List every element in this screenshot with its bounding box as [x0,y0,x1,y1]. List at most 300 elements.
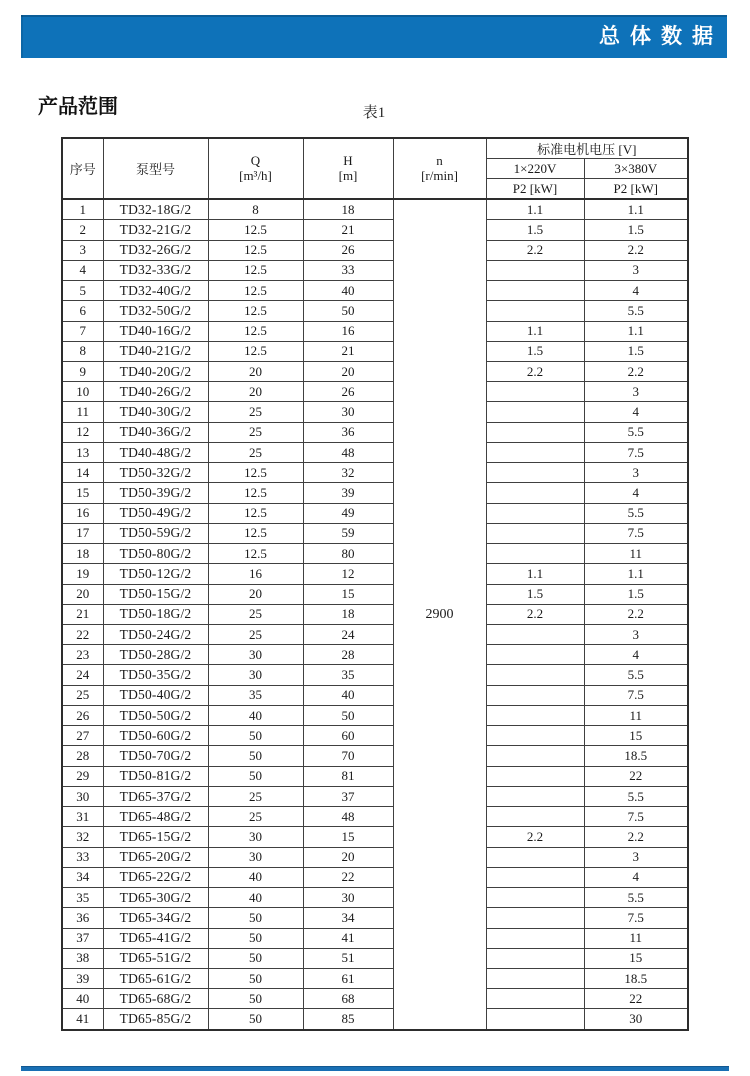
cell-flow: 25 [208,786,303,806]
cell-head: 39 [303,483,393,503]
table-row [62,827,688,847]
cell-flow: 12.5 [208,463,303,483]
cell-head: 30 [303,402,393,422]
cell-p2-380: 22 [584,766,688,786]
cell-p2-380: 5.5 [584,786,688,806]
cell-model: TD65-85G/2 [103,1009,208,1030]
cell-no: 12 [62,422,103,442]
cell-p2-220 [486,442,584,462]
cell-no: 26 [62,705,103,725]
cell-no: 38 [62,948,103,968]
cell-p2-380: 1.5 [584,341,688,361]
table-row [62,220,688,240]
cell-flow: 30 [208,827,303,847]
cell-flow: 50 [208,746,303,766]
cell-p2-220 [486,726,584,746]
cell-flow: 30 [208,645,303,665]
table-row [62,422,688,442]
section-title: 产品范围 [38,94,118,118]
cell-flow: 50 [208,726,303,746]
cell-model: TD50-32G/2 [103,463,208,483]
page-header-banner [21,15,727,58]
cell-no: 4 [62,260,103,280]
cell-model: TD50-12G/2 [103,564,208,584]
cell-p2-220 [486,948,584,968]
table-header [62,138,688,199]
cell-model: TD50-70G/2 [103,746,208,766]
cell-p2-220: 1.1 [486,564,584,584]
cell-p2-380: 7.5 [584,442,688,462]
table-row [62,766,688,786]
cell-p2-380: 4 [584,867,688,887]
table-row [62,746,688,766]
cell-head: 49 [303,503,393,523]
cell-head: 21 [303,341,393,361]
cell-no: 39 [62,969,103,989]
cell-head: 40 [303,685,393,705]
cell-p2-380: 7.5 [584,807,688,827]
cell-model: TD50-80G/2 [103,544,208,564]
cell-p2-220 [486,807,584,827]
product-range-table [61,137,689,1031]
cell-flow: 25 [208,442,303,462]
cell-p2-380: 15 [584,948,688,968]
table-row [62,908,688,928]
cell-p2-380: 3 [584,463,688,483]
cell-model: TD40-30G/2 [103,402,208,422]
cell-model: TD50-60G/2 [103,726,208,746]
cell-p2-220 [486,625,584,645]
cell-no: 9 [62,361,103,381]
cell-model: TD65-30G/2 [103,888,208,908]
cell-no: 24 [62,665,103,685]
cell-model: TD65-22G/2 [103,867,208,887]
header-flow-unit: [m³/h] [239,167,272,183]
cell-flow: 12.5 [208,483,303,503]
cell-head: 20 [303,847,393,867]
cell-flow: 50 [208,766,303,786]
cell-head: 30 [303,888,393,908]
cell-p2-380: 5.5 [584,665,688,685]
cell-model: TD65-34G/2 [103,908,208,928]
cell-model: TD32-33G/2 [103,260,208,280]
table-row [62,685,688,705]
cell-flow: 50 [208,969,303,989]
table-caption: 表1 [362,105,386,121]
table-row [62,382,688,402]
cell-flow: 40 [208,888,303,908]
cell-model: TD65-15G/2 [103,827,208,847]
cell-model: TD40-26G/2 [103,382,208,402]
cell-model: TD32-40G/2 [103,281,208,301]
cell-p2-380: 4 [584,402,688,422]
cell-p2-380: 18.5 [584,969,688,989]
cell-flow: 35 [208,685,303,705]
cell-flow: 50 [208,928,303,948]
cell-head: 33 [303,260,393,280]
cell-p2-220 [486,888,584,908]
table-row [62,281,688,301]
table-row [62,604,688,624]
cell-head: 28 [303,645,393,665]
cell-head: 20 [303,361,393,381]
cell-p2-220 [486,766,584,786]
cell-model: TD50-40G/2 [103,685,208,705]
table-row [62,726,688,746]
cell-flow: 50 [208,989,303,1009]
cell-p2-220: 2.2 [486,361,584,381]
table-row [62,301,688,321]
cell-flow: 25 [208,604,303,624]
cell-p2-220 [486,908,584,928]
cell-p2-380: 7.5 [584,685,688,705]
cell-no: 27 [62,726,103,746]
header-speed-symbol: n [436,152,443,168]
cell-p2-220 [486,463,584,483]
cell-head: 59 [303,523,393,543]
cell-model: TD32-50G/2 [103,301,208,321]
cell-p2-380: 30 [584,1009,688,1030]
cell-flow: 20 [208,382,303,402]
header-p2-380: P2 [kW] [584,179,688,200]
cell-model: TD40-21G/2 [103,341,208,361]
header-p2-220: P2 [kW] [486,179,584,200]
cell-p2-220 [486,402,584,422]
cell-no: 23 [62,645,103,665]
cell-flow: 25 [208,402,303,422]
cell-p2-220 [486,928,584,948]
cell-flow: 12.5 [208,503,303,523]
table-row [62,665,688,685]
cell-flow: 12.5 [208,523,303,543]
cell-no: 37 [62,928,103,948]
cell-head: 36 [303,422,393,442]
table-row [62,503,688,523]
cell-no: 11 [62,402,103,422]
cell-head: 70 [303,746,393,766]
cell-flow: 16 [208,564,303,584]
cell-model: TD65-51G/2 [103,948,208,968]
cell-p2-220: 2.2 [486,240,584,260]
cell-no: 41 [62,1009,103,1030]
cell-flow: 8 [208,199,303,220]
banner-title: 总体数据 [599,24,723,48]
table-row [62,442,688,462]
cell-head: 32 [303,463,393,483]
cell-no: 19 [62,564,103,584]
cell-flow: 12.5 [208,544,303,564]
table-row [62,341,688,361]
cell-no: 13 [62,442,103,462]
cell-model: TD50-59G/2 [103,523,208,543]
cell-flow: 50 [208,1009,303,1030]
table-row [62,199,688,220]
cell-no: 3 [62,240,103,260]
cell-head: 41 [303,928,393,948]
cell-no: 2 [62,220,103,240]
cell-model: TD50-24G/2 [103,625,208,645]
cell-p2-220: 2.2 [486,827,584,847]
cell-model: TD50-50G/2 [103,705,208,725]
cell-head: 22 [303,867,393,887]
cell-model: TD65-20G/2 [103,847,208,867]
cell-model: TD65-61G/2 [103,969,208,989]
cell-head: 24 [303,625,393,645]
cell-head: 37 [303,786,393,806]
cell-speed-merged: 2900 [393,199,486,1030]
table-row [62,584,688,604]
cell-p2-380: 15 [584,726,688,746]
cell-p2-380: 1.1 [584,199,688,220]
header-model: 泵型号 [103,138,208,199]
table-row [62,564,688,584]
cell-no: 5 [62,281,103,301]
cell-p2-380: 2.2 [584,240,688,260]
cell-p2-220 [486,746,584,766]
cell-p2-220 [486,645,584,665]
table-row [62,645,688,665]
header-no: 序号 [62,138,103,199]
cell-p2-220 [486,1009,584,1030]
cell-p2-220 [486,685,584,705]
cell-p2-380: 5.5 [584,301,688,321]
cell-p2-220 [486,523,584,543]
cell-model: TD40-20G/2 [103,361,208,381]
cell-flow: 50 [208,908,303,928]
cell-flow: 12.5 [208,301,303,321]
cell-p2-220 [486,665,584,685]
cell-no: 22 [62,625,103,645]
cell-no: 28 [62,746,103,766]
cell-p2-380: 3 [584,260,688,280]
cell-head: 50 [303,705,393,725]
table-row [62,888,688,908]
cell-p2-380: 5.5 [584,888,688,908]
cell-head: 26 [303,382,393,402]
cell-p2-380: 7.5 [584,523,688,543]
cell-model: TD40-48G/2 [103,442,208,462]
cell-no: 35 [62,888,103,908]
header-head [303,138,393,199]
cell-no: 33 [62,847,103,867]
header-flow-symbol: Q [250,152,261,168]
table-row [62,847,688,867]
cell-head: 15 [303,584,393,604]
table-row [62,321,688,341]
header-flow [208,138,303,199]
cell-model: TD50-49G/2 [103,503,208,523]
cell-no: 14 [62,463,103,483]
cell-no: 8 [62,341,103,361]
table-row [62,361,688,381]
cell-no: 10 [62,382,103,402]
cell-p2-380: 3 [584,382,688,402]
cell-head: 68 [303,989,393,1009]
cell-p2-220: 1.1 [486,199,584,220]
cell-p2-380: 2.2 [584,827,688,847]
cell-model: TD50-35G/2 [103,665,208,685]
cell-head: 34 [303,908,393,928]
table-row [62,989,688,1009]
table-body [62,199,688,1030]
cell-no: 21 [62,604,103,624]
cell-no: 18 [62,544,103,564]
cell-flow: 25 [208,422,303,442]
cell-p2-380: 18.5 [584,746,688,766]
cell-flow: 12.5 [208,260,303,280]
cell-p2-220 [486,503,584,523]
cell-flow: 12.5 [208,321,303,341]
table-row [62,240,688,260]
table-row [62,544,688,564]
table-row [62,402,688,422]
cell-flow: 25 [208,807,303,827]
cell-no: 30 [62,786,103,806]
cell-p2-220 [486,422,584,442]
cell-model: TD50-28G/2 [103,645,208,665]
cell-p2-380: 5.5 [584,422,688,442]
cell-model: TD65-41G/2 [103,928,208,948]
header-voltage-380: 3×380V [584,159,688,179]
table-row [62,523,688,543]
table-row [62,260,688,280]
cell-p2-220 [486,260,584,280]
table-row [62,463,688,483]
table-row [62,948,688,968]
cell-flow: 25 [208,625,303,645]
cell-model: TD40-16G/2 [103,321,208,341]
cell-model: TD65-37G/2 [103,786,208,806]
cell-p2-380: 11 [584,705,688,725]
cell-p2-380: 11 [584,544,688,564]
cell-p2-220 [486,847,584,867]
cell-model: TD40-36G/2 [103,422,208,442]
table-row [62,1009,688,1030]
table-row [62,705,688,725]
cell-model: TD65-48G/2 [103,807,208,827]
cell-p2-220 [486,786,584,806]
cell-flow: 30 [208,665,303,685]
table-row [62,867,688,887]
cell-p2-220: 1.5 [486,341,584,361]
cell-p2-220 [486,382,584,402]
cell-head: 61 [303,969,393,989]
cell-no: 32 [62,827,103,847]
cell-p2-220 [486,301,584,321]
cell-flow: 30 [208,847,303,867]
header-speed-unit: [r/min] [421,167,458,183]
cell-model: TD32-21G/2 [103,220,208,240]
cell-p2-220 [486,867,584,887]
cell-p2-380: 2.2 [584,604,688,624]
table-row [62,786,688,806]
cell-head: 18 [303,604,393,624]
table-row [62,625,688,645]
cell-p2-220: 1.5 [486,584,584,604]
cell-p2-380: 5.5 [584,503,688,523]
cell-p2-380: 1.1 [584,564,688,584]
cell-head: 26 [303,240,393,260]
cell-flow: 12.5 [208,341,303,361]
cell-no: 1 [62,199,103,220]
cell-p2-220 [486,281,584,301]
cell-head: 21 [303,220,393,240]
cell-p2-220: 1.1 [486,321,584,341]
cell-flow: 12.5 [208,240,303,260]
cell-p2-380: 11 [584,928,688,948]
cell-head: 16 [303,321,393,341]
cell-head: 51 [303,948,393,968]
cell-model: TD65-68G/2 [103,989,208,1009]
cell-p2-380: 7.5 [584,908,688,928]
table-row [62,807,688,827]
cell-flow: 20 [208,361,303,381]
cell-no: 7 [62,321,103,341]
cell-p2-380: 4 [584,483,688,503]
cell-head: 80 [303,544,393,564]
cell-p2-220: 1.5 [486,220,584,240]
cell-p2-380: 1.5 [584,220,688,240]
cell-flow: 40 [208,867,303,887]
cell-model: TD50-39G/2 [103,483,208,503]
header-voltage-group: 标准电机电压 [V] [486,138,688,159]
cell-p2-380: 3 [584,847,688,867]
cell-p2-220 [486,705,584,725]
cell-head: 81 [303,766,393,786]
cell-p2-220 [486,483,584,503]
cell-head: 48 [303,442,393,462]
table-row [62,969,688,989]
cell-flow: 12.5 [208,281,303,301]
cell-head: 50 [303,301,393,321]
cell-no: 17 [62,523,103,543]
cell-no: 25 [62,685,103,705]
cell-p2-380: 1.5 [584,584,688,604]
cell-p2-380: 1.1 [584,321,688,341]
cell-p2-380: 4 [584,645,688,665]
cell-model: TD50-81G/2 [103,766,208,786]
cell-head: 15 [303,827,393,847]
table-row [62,928,688,948]
cell-model: TD50-18G/2 [103,604,208,624]
cell-p2-380: 22 [584,989,688,1009]
cell-no: 16 [62,503,103,523]
cell-head: 35 [303,665,393,685]
header-speed [393,138,486,199]
header-head-unit: [m] [338,167,358,183]
cell-no: 20 [62,584,103,604]
header-voltage-220: 1×220V [486,159,584,179]
cell-no: 31 [62,807,103,827]
cell-flow: 40 [208,705,303,725]
cell-head: 12 [303,564,393,584]
header-head-symbol: H [343,152,353,168]
cell-head: 60 [303,726,393,746]
cell-head: 18 [303,199,393,220]
cell-p2-220: 2.2 [486,604,584,624]
cell-p2-220 [486,969,584,989]
cell-no: 29 [62,766,103,786]
cell-p2-380: 2.2 [584,361,688,381]
cell-head: 40 [303,281,393,301]
cell-model: TD32-26G/2 [103,240,208,260]
table-row [62,483,688,503]
cell-p2-220 [486,544,584,564]
cell-flow: 20 [208,584,303,604]
cell-flow: 50 [208,948,303,968]
cell-p2-220 [486,989,584,1009]
cell-head: 85 [303,1009,393,1030]
